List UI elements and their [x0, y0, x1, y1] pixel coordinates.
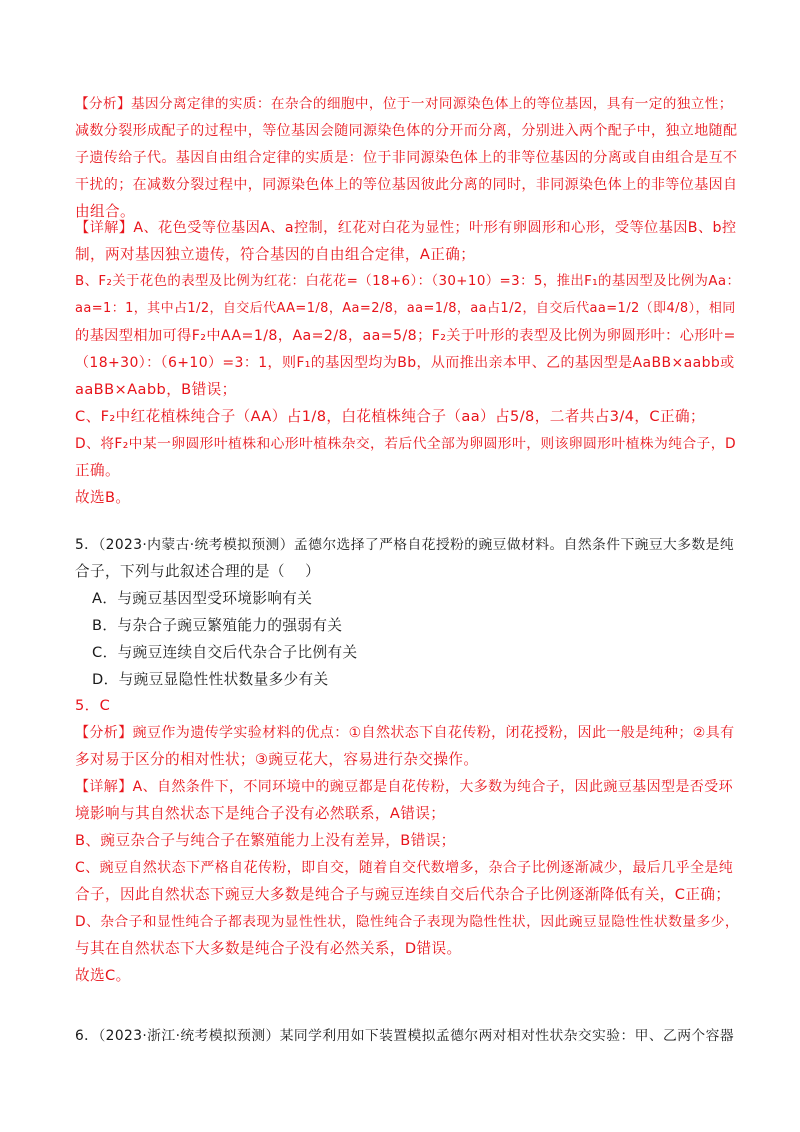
q5-detail-line: C、豌豆自然状态下严格自花传粉，即自交，随着自交代数增多，杂合子比例逐渐减少，最后几乎全是纯: [75, 860, 734, 876]
q5-analysis-line: 多对易于区分的相对性状；③豌豆花大，容易进行杂交操作。: [75, 751, 479, 768]
q5-answer: 5．C: [75, 697, 111, 714]
q4-detail-line: 【详解】A、花色受等位基因A、a控制，红花对白花为显性；叶形有卵圆形和心形，受等位基因B、b控: [75, 220, 737, 236]
q5-detail-line: 合子，因此自然状态下豌豆大多数是纯合子与豌豆连续自交后代杂合子比例逐渐降低有关，C正确；: [75, 886, 731, 903]
q5-detail-line: D、杂合子和显性纯合子都表现为显性性状，隐性纯合子表现为隐性性状，因此豌豆显隐性性状数量多少，: [75, 914, 740, 930]
q4-answer-choice: 故选B。: [75, 489, 131, 506]
q4-detail-line: C、F₂中红花植株纯合子（AA）占1/8，白花植株纯合子（aa）占5/8，二者共占3/4，C正确；: [75, 408, 705, 425]
q5-detail-line: 与其在自然状态下大多数是纯合子没有必然关系，D错误。: [75, 940, 462, 957]
q4-detail-line: aaBB×Aabb，B错误；: [75, 381, 237, 398]
q4-analysis-line: 减数分裂形成配子的过程中，等位基因会随同源染色体的分开而分离，分别进入两个配子中，独立地随配: [75, 123, 738, 139]
q5-stem-line: 合子，下列与此叙述合理的是（ ）: [75, 563, 321, 580]
q4-analysis-line: 【分析】基因分离定律的实质：在杂合的细胞中，位于一对同源染色体上的等位基因，具有一定的独立性；: [75, 96, 733, 112]
q4-detail-line: 正确。: [75, 462, 120, 479]
q4-analysis-line: 干扰的；在减数分裂过程中，同源染色体上的等位基因彼此分离的同时，非同源染色体上的非等位基因自: [75, 177, 738, 193]
q5-option-d: D．与豌豆显隐性性状数量多少有关: [92, 671, 329, 688]
q4-detail-line: 制，两对基因独立遗传，符合基因的自由组合定律，A正确；: [75, 246, 476, 263]
q4-detail-line: （18+30）：（6+10）=3：1，则F₁的基因型均为Bb，从而推出亲本甲、乙的基因型是AaBB×aabb或: [75, 355, 735, 371]
q5-option-b: B．与杂合子豌豆繁殖能力的强弱有关: [92, 617, 343, 634]
q5-analysis-line: 【分析】豌豆作为遗传学实验材料的优点：①自然状态下自花传粉，闭花授粉，因此一般是纯种；②具有: [75, 725, 735, 741]
q5-option-a: A．与豌豆基因型受环境影响有关: [92, 590, 313, 607]
q4-detail-line: aa=1：1，其中占1/2，自交后代AA=1/8，Aa=2/8，aa=1/8，aa占1/2，自交后代aa=1/2（即4/8），相同: [75, 301, 736, 316]
q4-detail-line: B、F₂关于花色的表型及比例为红花：白花花=（18+6）：（30+10）=3：5，推出F₁的基因型及比例为Aa：: [75, 274, 741, 289]
q4-analysis-line: 由组合。: [75, 203, 135, 220]
q5-answer-choice: 故选C。: [75, 967, 131, 984]
q6-stem-line: 6．（2023·浙江·统考模拟预测）某同学利用如下装置模拟孟德尔两对相对性状杂交实验：甲、乙两个容器: [75, 1028, 735, 1044]
q4-detail-line: 的基因型相加可得F₂中AA=1/8，Aa=2/8，aa=5/8；F₂关于叶形的表型及比例为卵圆形叶：心形叶=: [75, 328, 736, 344]
q5-detail-line: 【详解】A、自然条件下，不同环境中的豌豆都是自花传粉，大多数为纯合子，因此豌豆基因型是否受环: [75, 779, 733, 795]
q5-option-c: C．与豌豆连续自交后代杂合子比例有关: [92, 644, 358, 661]
q5-stem-line: 5．（2023·内蒙古·统考模拟预测）孟德尔选择了严格自花授粉的豌豆做材料。自然条件下豌豆大多数是纯: [75, 537, 735, 553]
q5-detail-line: B、豌豆杂合子与纯合子在繁殖能力上没有差异，B错误；: [75, 832, 456, 849]
q4-detail-line: D、将F₂中某一卵圆形叶植株和心形叶植株杂交，若后代全部为卵圆形叶，则该卵圆形叶植株为纯合子，D: [75, 436, 736, 452]
q5-detail-line: 境影响与其自然状态下是纯合子没有必然联系，A错误；: [75, 805, 446, 822]
q4-analysis-line: 子遗传给子代。基因自由组合定律的实质是：位于非同源染色体上的非等位基因的分离或自由组合是互不: [75, 150, 738, 166]
